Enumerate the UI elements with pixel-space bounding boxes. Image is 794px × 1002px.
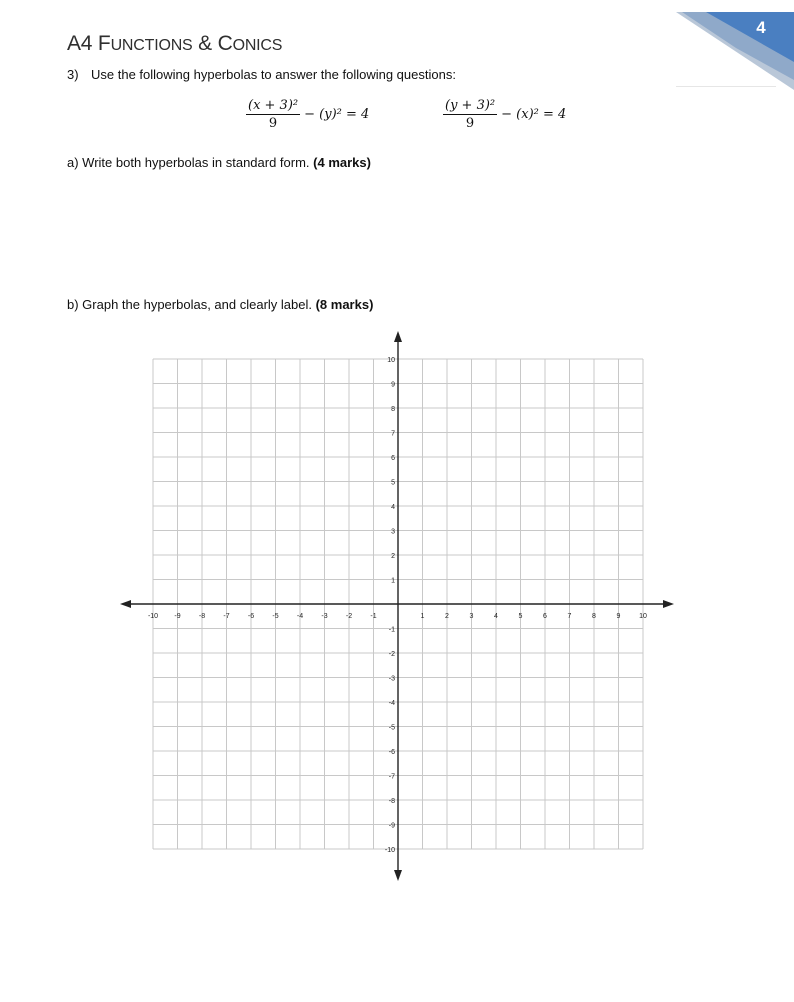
x-tick-label: -1 (370, 613, 377, 620)
equation-1-numerator: (x + 3)² (248, 98, 299, 113)
y-tick-label: -10 (384, 847, 395, 854)
x-tick-label: 5 (518, 613, 523, 620)
x-tick-label: -10 (147, 613, 159, 620)
y-axis-top-arrow (394, 331, 402, 342)
question-number: 3) (67, 67, 79, 82)
y-tick-label: -7 (388, 773, 395, 781)
y-tick-label: 1 (391, 577, 395, 585)
x-tick-label: -2 (345, 613, 353, 620)
y-tick-label: -1 (388, 626, 395, 634)
y-tick-label: -5 (388, 724, 395, 732)
y-axis-bottom-arrow (394, 870, 402, 881)
title-part-1: A4 F (67, 32, 111, 55)
x-axis-right-arrow (663, 600, 674, 608)
equation-1-rest: − (y)² = 4 (304, 107, 370, 122)
equation-2-denominator: 9 (465, 116, 475, 131)
y-tick-label: -3 (388, 675, 395, 683)
x-tick-label: 10 (639, 613, 647, 620)
x-axis-left-arrow (120, 600, 131, 608)
y-tick-label: 2 (391, 553, 395, 560)
y-tick-label: -8 (388, 798, 395, 805)
title-part-4: ONICS (232, 37, 283, 54)
x-tick-label: 9 (616, 613, 621, 620)
x-tick-label: -5 (272, 613, 279, 620)
part-a-text: a) Write both hyperbolas in standard form. (67, 155, 314, 170)
y-tick-label: -6 (388, 749, 395, 756)
x-tick-label: -9 (174, 613, 181, 620)
x-tick-label: -7 (223, 613, 230, 620)
part-a-marks: (4 marks) (313, 155, 371, 170)
y-tick-label: 7 (391, 430, 395, 438)
question-text: Use the following hyperbolas to answer the following questions: (91, 67, 456, 82)
equation-2-rest: − (x)² = 4 (501, 107, 567, 122)
y-tick-label: 4 (391, 504, 395, 511)
x-tick-label: -4 (296, 613, 304, 620)
y-tick-label: -2 (388, 651, 395, 658)
y-tick-label: 10 (387, 357, 395, 364)
x-tick-label: -6 (247, 613, 255, 620)
x-tick-label: 1 (420, 613, 425, 620)
x-tick-label: -3 (321, 613, 328, 620)
part-b-marks: (8 marks) (315, 297, 374, 312)
y-tick-label: 3 (391, 528, 395, 536)
x-tick-label: 3 (469, 613, 474, 620)
x-tick-label: 6 (543, 613, 547, 620)
y-tick-label: 5 (391, 479, 395, 487)
x-tick-label: -8 (198, 613, 206, 620)
x-tick-label: 8 (592, 613, 596, 620)
x-tick-label: 2 (445, 613, 449, 620)
equation-2-numerator: (y + 3)² (445, 98, 496, 113)
y-tick-label: 6 (391, 455, 395, 462)
part-b-text: b) Graph the hyperbolas, and clearly label. (67, 297, 316, 312)
y-tick-label: -4 (388, 700, 395, 707)
title-part-3: & C (192, 32, 233, 55)
equation-1-denominator: 9 (268, 116, 278, 131)
y-tick-label: -9 (388, 822, 395, 830)
page-number: 4 (756, 18, 766, 37)
x-tick-label: 7 (567, 613, 572, 620)
y-tick-label: 9 (391, 381, 395, 389)
y-tick-label: 8 (391, 406, 395, 413)
title-part-2: UNCTIONS (110, 37, 193, 54)
x-tick-label: 4 (494, 613, 498, 620)
